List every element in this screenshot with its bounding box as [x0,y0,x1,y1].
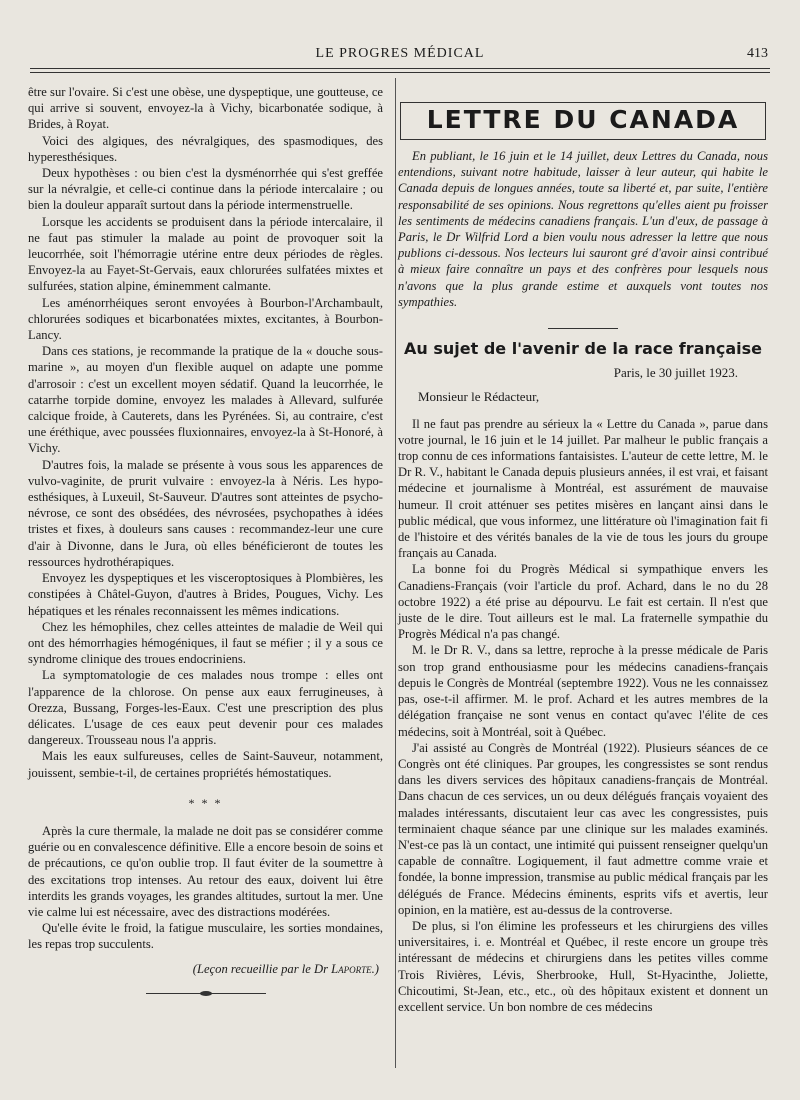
paragraph: Mais les eaux sulfureuses, celles de Saint-Sauveur, notamment, jouissent, sembie-t-il, de certaines propriétés hémostatiques. [28,749,383,780]
paragraph: Il ne faut pas prendre au sérieux la « Lettre du Canada », parue dans votre journal, le 16 juin et le 14 juillet. Par malheur le public français a trop connu de ces informations fantaisistes. L'auteur de cette lettre, M. le Dr R. V., habitant le Canada depuis plusieurs années, il est vrai, et faisant médecine et journalisme à Montréal, est assurément de mauvaise humeur. Il croit atténuer ses petites misères en lançant ainsi dans le public médical, que vous informez, une littérature où l'imagination fait fi de l'histoire et des vérités banales de la vie de tous les jours du groupe français au Canada. [398,416,768,561]
journal-title: LE PROGRES MÉDICAL [315,46,485,61]
right-column [398,84,768,1015]
left-column [28,84,383,1000]
section-banner-box [400,102,766,140]
paragraph: La symptomatologie de ces malades nous trompe : elles ont l'apparence de la chlorose. On pense aux eaux ferrugineuses, à Orezza, Bussang, Forges-les-Eaux. C'est une prescription des plus délicates. L'usage de ces eaux peut devenir pour ces malades dangereux. Trousseau nous l'a appris. [28,668,383,748]
paragraph: De plus, si l'on élimine les professeurs et les chirurgiens des villes universitaires, i. e. Montréal et Québec, il reste encore un groupe très intéressant de médecins et chirurgiens dans les petites villes comme Trois Rivières, Lévis, Sherbrooke, Hull, St-Hyacinthe, Joliette, Chicoutimi, St-Jean, etc., etc., où des hôpitaux existent et donnent un excellent service. Un bon nombre de ces médecins [398,918,768,1014]
paragraph: La bonne foi du Progrès Médical si sympathique envers les Canadiens-Français (voir l'article du prof. Achard, dans le no du 28 octobre 1922) a été prise au dépourvu. Le fait est certain. Il n'est que juste de le dire. Tout ailleurs est le mal. La fraternelle sympathie du Progrès Médical n'a pas changé. [398,562,768,642]
paragraph: D'autres fois, la malade se présente à vous sous les apparences de vulvo-vaginite, de prurit vulvaire : envoyez-la à Néris. Les hypo-esthésiques, à Luxeuil, St-Sauveur. D'autres sont atteintes de psycho-névrose, ce sont des obsédées, des névrosées, psychopathes à idées tristes et fixes, à douleurs sans causes : recommandez-leur une cure d'air à Divonne, dans le Jura, où elles bénéficieront de toutes les ressources hydrothérapiques. [28,457,383,569]
asterism: * * * [188,795,223,810]
paragraph: Qu'elle évite le froid, la fatigue musculaire, les sorties mondaines, les repas trop succulents. [28,921,383,952]
editorial-intro: En publiant, le 16 juin et le 14 juillet, deux Lettres du Canada, nous entendions, suivant notre habitude, laisser à leur auteur, qui habite le Canada depuis de longues années, toute sa liberté et, par suite, l'entière responsabilité de ses opinions. Nous regrettons qu'elles aient pu froisser les sentiments de médecins canadiens français. L'un d'eux, de passage à Paris, le Dr Wilfrid Lord a bien voulu nous adresser la lettre que nous publions ci-dessous. Nos lecteurs lui sauront gré d'avoir ainsi contribué à mieux faire connaître un pays et des confrères pour lesquels nous n'avons que la plus grande estime et auxquels vont toutes nos sympathies. [398,149,768,309]
credit-suffix: .) [371,961,379,976]
salutation: Monsieur le Rédacteur, [418,389,540,405]
page-number: 413 [747,46,768,61]
paragraph: Dans ces stations, je recommande la pratique de la « douche sous-marine », au moyen d'un flexible auquel on adapte une pomme d'arrosoir : c'est un excellent moyen sédatif. Quand la leucorrhée, le catarrhe torpide domine, envoyez les malades à Allevard, sulfurée calcique froide, à Cauterets, dans les Pyrénées. Si, au contraire, c'est une éréthique, avec poussées fluxionnaires, envoyez-la à St-Honoré, à Vichy. [28,344,383,456]
header-rule [30,72,770,73]
article-title: Au sujet de l'avenir de la race française [404,339,762,359]
end-ornament [146,993,266,1000]
paragraph: Deux hypothèses : ou bien c'est la dysménorrhée qui s'est greffée sur la névralgie, et celle-ci continue dans la période intercalaire ; ou bien la douleur apparaît surtout dans la période intermenstruelle. [28,166,383,213]
dateline: Paris, le 30 juillet 1923. [613,365,738,381]
paragraph: J'ai assisté au Congrès de Montréal (1922). Plusieurs séances de ce Congrès ont été cliniques. Par groupes, les congressistes se sont rendus dans les divers services des hôpitaux canadiens-français de Montréal. Dans chacun de ces services, un ou deux délégués français voyaient des malades intéressants, discutaient leur cas avec les congressistes, puis terminaient chaque séance par une clinique sur les malades examinés. N'est-ce pas là un contact, une intimité qui puissent renseigner quelqu'un capable de connaître. Logiquement, il faut admettre comme vraie et fondée, la bonne impression, transmise au public médical français par les délégués de France. Médecins éminents, esprits vifs et avertis, leur opinion, en la matière, est au-dessus de la controverse. [398,740,768,917]
credit-prefix: (Leçon recueillie par le Dr [192,961,332,976]
paragraph: Envoyez les dyspeptiques et les visceroptosiques à Plombières, les constipées à Châtel-Guyon, d'autres à Brides, Pougues, Vichy. Les hépatiques et les rénales reconnaissent les mêmes indications. [28,571,383,618]
separator-rule [548,328,618,329]
column-divider [395,78,396,1068]
paragraph: Lorsque les accidents se produisent dans la période intercalaire, il ne faut pas stimuler la malade au point de provoquer soit la leucorrhée, soit l'hémorragie utérine entre deux périodes de règles. Envoyez-la au Fayet-St-Gervais, eaux chlorurées sulfatées mixtes et sulfurées, station alpine, éminemment calmante. [28,214,383,294]
paragraph: Les aménorrhéiques seront envoyées à Bourbon-l'Archambault, chlorurées sodiques et bicarbonatées mixtes, excitantes, à Bourbon-Lancy. [28,295,383,343]
paragraph: M. le Dr R. V., dans sa lettre, reproche à la presse médicale de Paris son trop grand enthousiasme pour les médecins canadiens-français depuis le Congrès de Montréal (septembre 1922). Vous ne les connaissez pas, ose-t-il affirmer. M. le prof. Achard et les autres membres de la délégation française ne sont venus en contact qu'avec l'élite de ces médecins, soit à Montréal, soit à Québec. [398,643,768,739]
paragraph: Chez les hémophiles, chez celles atteintes de maladie de Weil qui ont des hémorrhagies hémogéniques, il faut se méfier ; il y a sous ce syndrome clinique des troues endocriniens. [28,619,383,667]
paragraph: être sur l'ovaire. Si c'est une obèse, une dyspeptique, une goutteuse, ce qui arrive si souvent, envoyez-la à Vichy, bicarbonatée sodique, à Brides, à Royat. [28,85,383,132]
paragraph: Voici des algiques, des névralgiques, des spasmodiques, des hyperesthésiques. [28,133,383,164]
lecture-credit [28,961,383,977]
paragraph: Après la cure thermale, la malade ne doit pas se considérer comme guérie ou en convalescence définitive. Elle a encore besoin de soins et de précautions, ce qu'on oublie trop. Il faut éviter de la soumettre à des excitations trop intenses. Au retour des eaux, doivent lui être interdits les grands voyages, les grandes altitudes, surtout la mer. Une vie calme lui est nécessaire, avec des distractions modérées. [28,823,383,919]
running-header [30,44,770,64]
section-banner: LETTRE DU CANADA [426,105,740,134]
credit-name: Laporte [331,961,372,976]
header-rule [30,68,770,69]
